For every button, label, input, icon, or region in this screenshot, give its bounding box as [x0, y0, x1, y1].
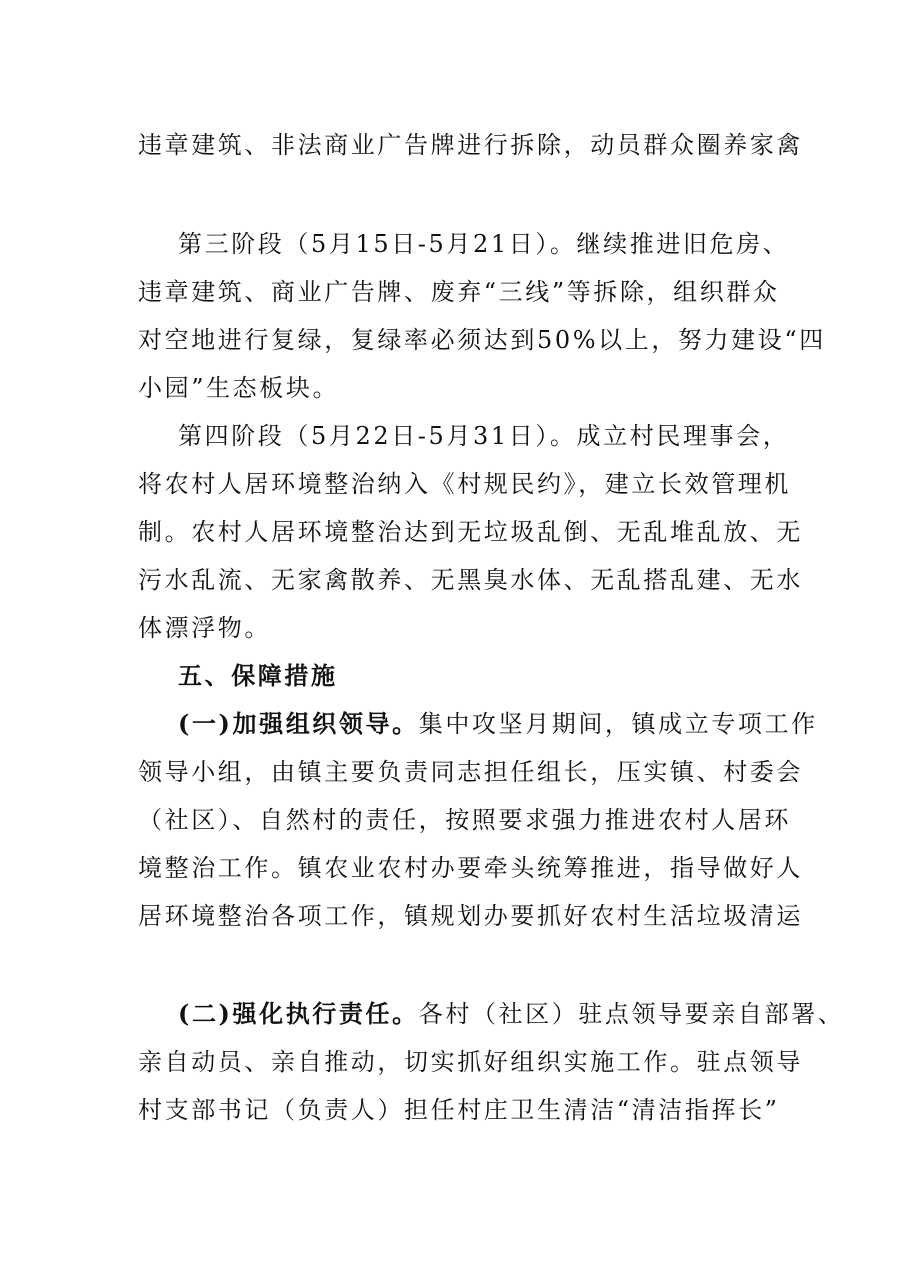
paragraph-line: 污水乱流、无家禽散养、无黑臭水体、无乱搭乱建、无水: [138, 566, 803, 594]
paragraph-line: 领导小组，由镇主要负责同志担任组长，压实镇、村委会: [138, 758, 803, 786]
paragraph-line: 第四阶段（5月22日-5月31日）。成立村民理事会，: [178, 422, 790, 450]
paragraph-line: 对空地进行复绿，复绿率必须达到50%以上，努力建设“四: [138, 326, 826, 354]
paragraph-line: 制。农村人居环境整治达到无垃圾乱倒、无乱堆乱放、无: [138, 518, 803, 546]
paragraph-line: 违章建筑、商业广告牌、废弃“三线”等拆除，组织群众: [138, 278, 780, 306]
paragraph-line: 将农村人居环境整治纳入《村规民约》，建立长效管理机: [138, 470, 791, 498]
paragraph-line: 亲自动员、亲自推动，切实抓好组织实施工作。驻点领导: [138, 1048, 803, 1076]
paragraph-line: 体漂浮物。: [138, 614, 271, 642]
paragraph-line: [178, 999, 845, 1029]
subsection-heading: (一)加强组织领导。: [178, 709, 419, 738]
paragraph-line: 居环境整治各项工作，镇规划办要抓好农村生活垃圾清运: [138, 902, 803, 930]
subsection-heading: (二)强化执行责任。: [178, 999, 419, 1028]
paragraph-line: [178, 709, 838, 739]
paragraph-line: （社区）、自然村的责任，按照要求强力推进农村人居环: [138, 806, 791, 834]
section-heading: 五、保障措施: [178, 661, 338, 690]
paragraph-text: 各村（社区）驻点领导要亲自部署、: [418, 1000, 845, 1028]
paragraph-line: 村支部书记（负责人）担任村庄卫生清洁“清洁指挥长”: [138, 1096, 780, 1124]
paragraph-text: 集中攻坚月期间，镇成立专项工作: [418, 710, 818, 738]
paragraph-line: 小园”生态板块。: [138, 374, 340, 402]
paragraph-line: 第三阶段（5月15日-5月21日）。继续推进旧危房、: [178, 230, 790, 258]
paragraph-line: 违章建筑、非法商业广告牌进行拆除，动员群众圈养家禽: [138, 131, 803, 159]
paragraph-line: 境整治工作。镇农业农村办要牵头统筹推进，指导做好人: [138, 854, 803, 882]
